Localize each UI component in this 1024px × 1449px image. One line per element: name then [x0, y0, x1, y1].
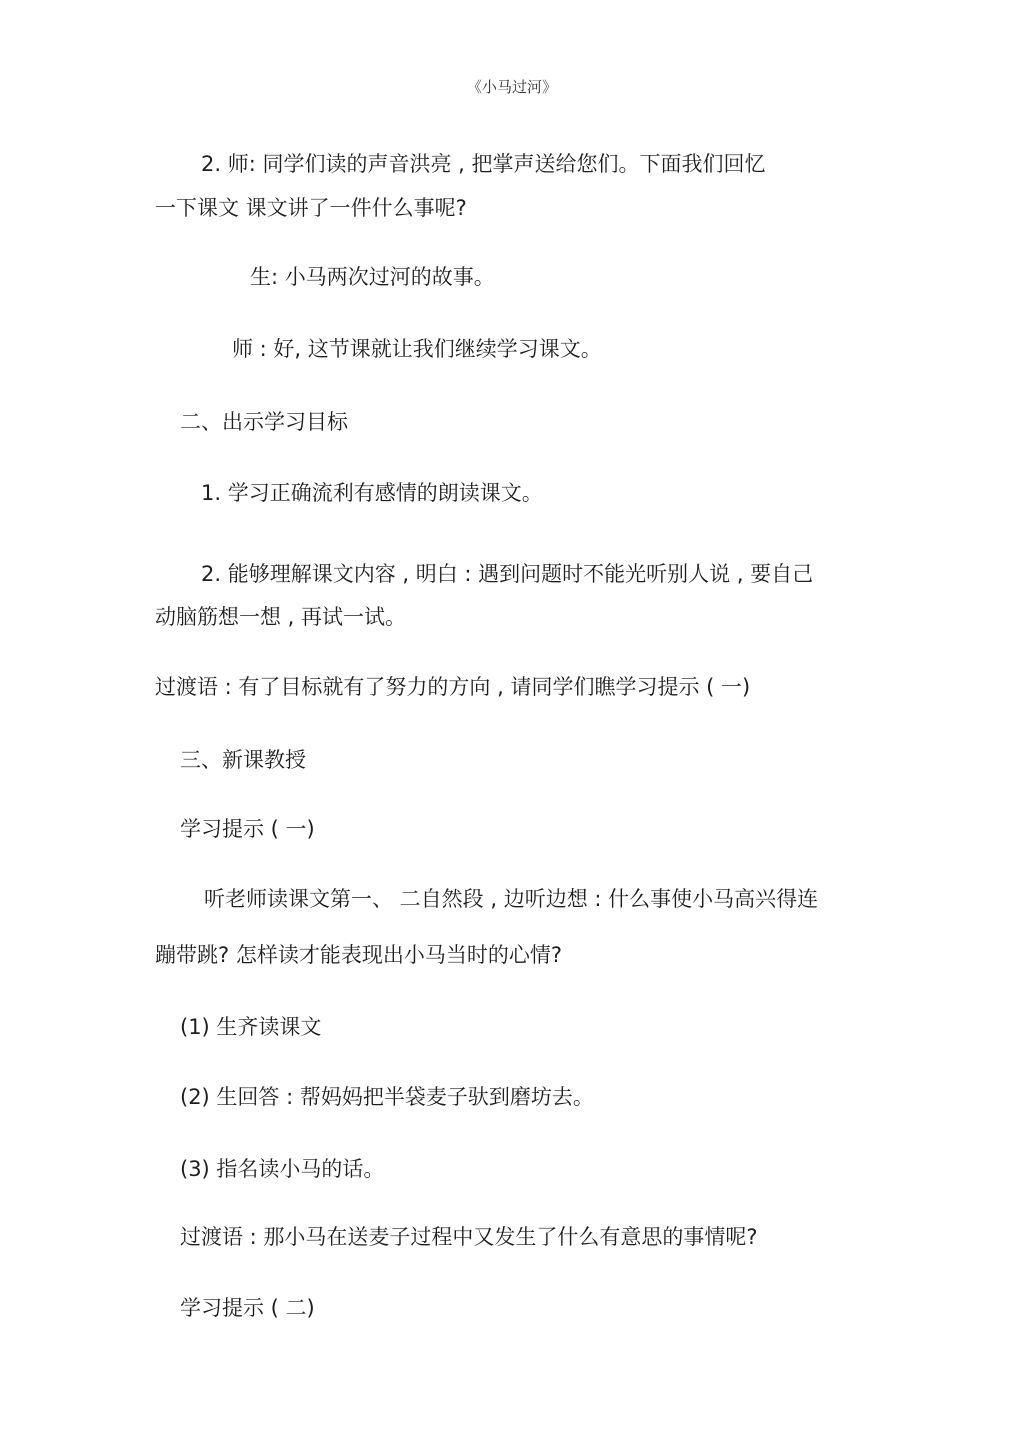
paragraph-teacher-question-line1: 2. 师: 同学们读的声音洪亮 , 把掌声送给您们。下面我们回忆: [201, 152, 766, 176]
transition-text-2: 过渡语 : 那小马在送麦子过程中又发生了什么有意思的事情呢?: [180, 1225, 758, 1249]
learning-tip-1-line2: 蹦带跳? 怎样读才能表现出小马当时的心情?: [155, 943, 562, 967]
step-2: (2) 生回答 : 帮妈妈把半袋麦子驮到磨坊去。: [180, 1085, 594, 1109]
section-heading-new-lesson: 三、新课教授: [180, 748, 306, 772]
learning-tip-1-heading: 学习提示 ( 一): [180, 817, 315, 841]
learning-goal-2-line1: 2. 能够理解课文内容 , 明白 : 遇到问题时不能光听别人说 , 要自己: [201, 562, 814, 586]
page-header-title: 《小马过河》: [466, 78, 557, 96]
paragraph-teacher-question-line2: 一下课文 课文讲了一件什么事呢?: [155, 196, 467, 220]
learning-tip-1-line1: 听老师读课文第一、 二自然段 , 边听边想 : 什么事使小马高兴得连: [204, 887, 819, 911]
learning-tip-2-heading: 学习提示 ( 二): [180, 1296, 315, 1320]
teacher-reply: 师 : 好, 这节课就让我们继续学习课文。: [232, 337, 602, 361]
learning-goal-1: 1. 学习正确流利有感情的朗读课文。: [201, 481, 543, 505]
learning-goal-2-line2: 动脑筋想一想 , 再试一试。: [155, 605, 407, 629]
transition-text-1: 过渡语 : 有了目标就有了努力的方向 , 请同学们瞧学习提示 ( 一): [155, 675, 751, 699]
section-heading-learning-goals: 二、出示学习目标: [180, 410, 348, 434]
student-answer: 生: 小马两次过河的故事。: [250, 265, 495, 289]
step-3: (3) 指名读小马的话。: [180, 1157, 385, 1181]
step-1: (1) 生齐读课文: [180, 1015, 322, 1039]
